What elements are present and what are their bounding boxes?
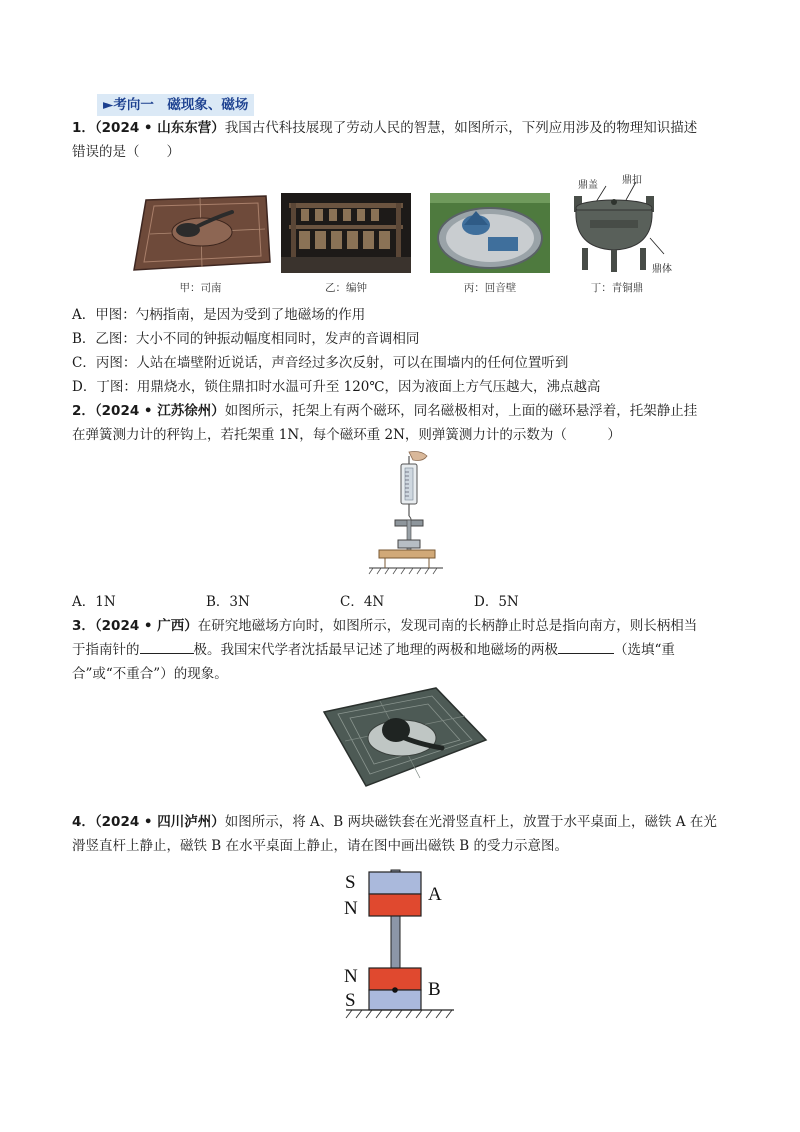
q2-option-c: C．4N bbox=[340, 594, 385, 610]
q3-blank-2[interactable] bbox=[558, 638, 614, 654]
q4-magnet-a-south bbox=[369, 872, 421, 894]
q1-figure-echo-wall bbox=[430, 193, 550, 273]
q3-stem-text1: 在研究地磁场方向时，如图所示，发现司南的长柄静止时总是指向南方，则长柄相当 bbox=[197, 618, 698, 634]
q1-option-d: D．丁图：用鼎烧水，锁住鼎扣时水温可升至 120℃，因为液面上方气压越大，沸点越高 bbox=[72, 379, 601, 395]
q1-ding-label-lid: 鼎盖 bbox=[578, 180, 598, 191]
q2-option-d: D．5N bbox=[474, 594, 519, 610]
q3-stem-line3: 合”或“不重合”）的现象。 bbox=[72, 666, 228, 682]
q1-figure-compass bbox=[128, 192, 273, 274]
q2-number: 2． bbox=[72, 403, 95, 419]
q4-magnet-b-north bbox=[369, 968, 421, 990]
q1-caption-ding: 丁：青铜鼎 bbox=[590, 282, 644, 294]
q1-caption-bing: 丙：回音壁 bbox=[463, 282, 517, 294]
q4-label-bottom-n: N bbox=[344, 966, 358, 987]
q4-number: 4． bbox=[72, 814, 95, 830]
q2-stem-line1 bbox=[72, 399, 732, 423]
q1-source: （2024 • 山东东营） bbox=[94, 120, 225, 136]
q1-option-a: A．甲图：勺柄指南，是因为受到了地磁场的作用 bbox=[72, 307, 366, 323]
q1-number: 1． bbox=[72, 120, 95, 136]
q1-stem-text1: 我国古代科技展现了劳动人民的智慧，如图所示，下列应用涉及的物理知识描述 bbox=[224, 120, 698, 136]
q3-number: 3． bbox=[72, 618, 95, 634]
q3-text-b: 极。我国宋代学者沈括最早记述了地理的两极和地磁场的两极 bbox=[193, 642, 558, 658]
q4-label-bottom-s: S bbox=[345, 990, 356, 1011]
q1-option-c: C．丙图：人站在墙壁附近说话，声音经过多次反射，可以在围墙内的任何位置听到 bbox=[72, 355, 569, 371]
q4-label-a: A bbox=[428, 884, 442, 905]
q3-text-c: （选填“重 bbox=[614, 642, 675, 658]
q3-stem-line1 bbox=[72, 614, 732, 638]
q3-text-a: 于指南针的 bbox=[72, 642, 140, 658]
q4-label-top-s: S bbox=[345, 872, 356, 893]
q2-figure-spring-scale bbox=[365, 450, 445, 580]
q4-figure-magnets bbox=[340, 868, 460, 1028]
q1-caption-jia: 甲：司南 bbox=[179, 282, 222, 294]
q4-label-top-n: N bbox=[344, 898, 358, 919]
q4-label-b: B bbox=[428, 979, 441, 1000]
q3-source: （2024 • 广西） bbox=[94, 618, 198, 634]
q2-option-a: A．1N bbox=[72, 594, 116, 610]
q2-stem-line2: 在弹簧测力计的秤钩上，若托架重 1N，每个磁环重 2N，则弹簧测力计的示数为（ ） bbox=[72, 427, 621, 443]
q3-figure-compass bbox=[310, 686, 488, 788]
q1-stem-line2: 错误的是（ ） bbox=[72, 144, 180, 160]
q3-blank-1[interactable] bbox=[140, 638, 194, 654]
section-tag: ►考向一 磁现象、磁场 bbox=[97, 94, 254, 116]
q4-magnet-b-center-dot bbox=[392, 987, 398, 993]
q2-option-b: B．3N bbox=[206, 594, 250, 610]
q1-stem-line1 bbox=[72, 116, 732, 140]
q3-stem-line2 bbox=[72, 638, 732, 662]
q4-stem-line1 bbox=[72, 810, 732, 834]
q1-figure-bells bbox=[281, 193, 411, 273]
q4-magnet-b-south bbox=[369, 990, 421, 1010]
q1-ding-label-body: 鼎体 bbox=[652, 264, 672, 275]
q4-stem-line2: 滑竖直杆上静止，磁铁 B 在水平桌面上静止，请在图中画出磁铁 B 的受力示意图。 bbox=[72, 838, 569, 854]
q4-magnet-a-north bbox=[369, 894, 421, 916]
q4-source: （2024 • 四川泸州） bbox=[94, 814, 225, 830]
q1-ding-label-buckle: 鼎扣 bbox=[622, 175, 642, 186]
q4-stem-text1: 如图所示，将 A、B 两块磁铁套在光滑竖直杆上，放置于水平桌面上，磁铁 A 在光 bbox=[224, 814, 717, 830]
q2-source: （2024 • 江苏徐州） bbox=[94, 403, 225, 419]
q2-stem-text1: 如图所示，托架上有两个磁环，同名磁极相对，上面的磁环悬浮着，托架静止挂 bbox=[224, 403, 698, 419]
q1-option-b: B．乙图：大小不同的钟振动幅度相同时，发声的音调相同 bbox=[72, 331, 420, 347]
q1-caption-yi: 乙：编钟 bbox=[325, 282, 367, 294]
